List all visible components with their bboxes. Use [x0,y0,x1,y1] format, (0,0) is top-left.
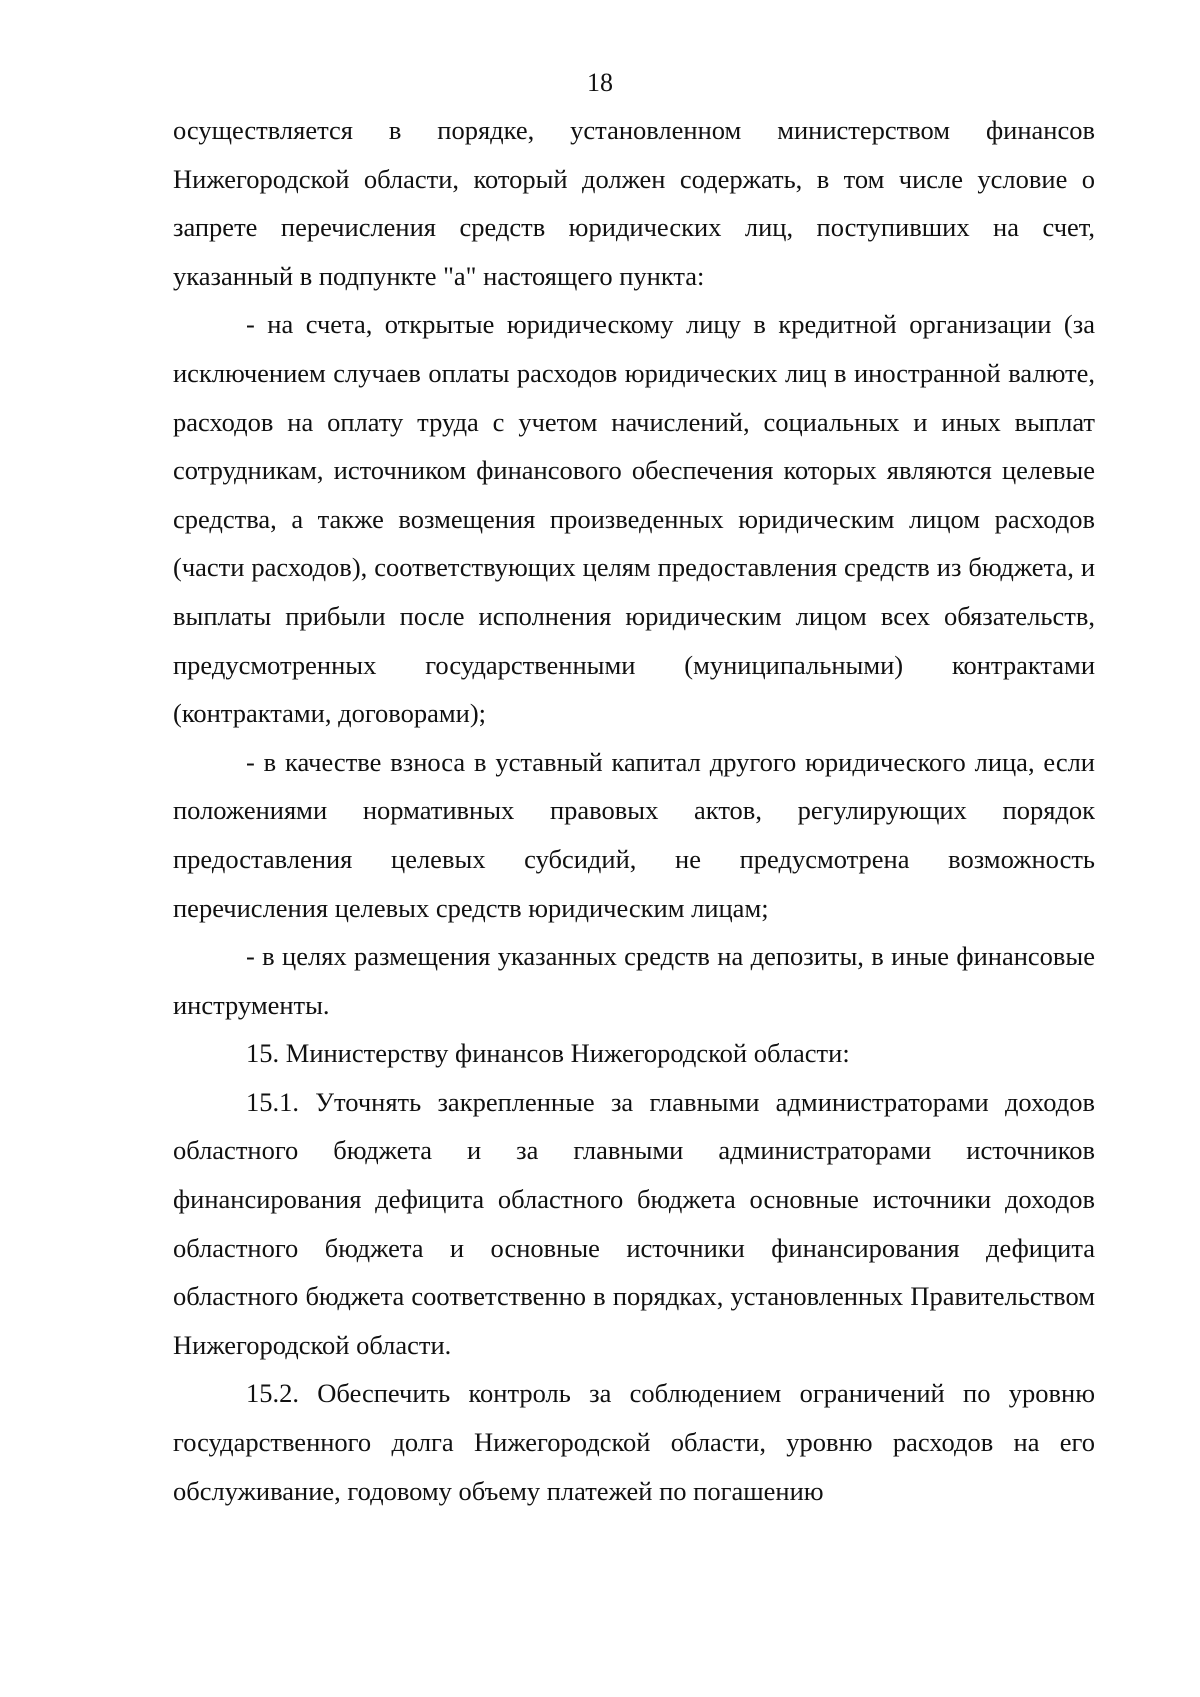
paragraph-section-15: 15. Министерству финансов Нижегородской области: [246,1038,850,1069]
paragraph-bullet-accounts: - на счета, открытые юридическому лицу в кредитной организации (за исключением случаев оплаты расходов юридических лиц в иностранной валюте, расходов на оплату труда с учетом начислений, социальных и иных выплат сотрудникам, источником финансового обеспечения которых являются целевые средства, а также возмещения произведенных юридическим лицом расходов (части расходов), соответствующих целям предоставления средств из бюджета, и выплаты прибыли после исполнения юридическим лицом всех обязательств, предусмотренных государственными (муниципальными) контрактами (контрактами, договорами); [173,309,1095,729]
page-number: 18 [587,68,613,97]
document-body [173,106,1095,1515]
paragraph-bullet-deposits: - в целях размещения указанных средств на депозиты, в иные финансовые инструменты. [173,941,1095,1020]
paragraph-bullet-capital: - в качестве взноса в уставный капитал другого юридического лица, если положениями нормативных правовых актов, регулирующих порядок предоставления целевых субсидий, не предусмотрена возможность перечисления целевых средств юридическим лицам; [173,746,1095,923]
paragraph-section-15-1: 15.1. Уточнять закрепленные за главными администраторами доходов областного бюджета и за главными администраторами источников финансирования дефицита областного бюджета основные источники доходов областного бюджета и основные источники финансирования дефицита областного бюджета соответственно в порядках, установленных Правительством Нижегородской области. [173,1086,1095,1360]
paragraph-continuation: осуществляется в порядке, установленном министерством финансов Нижегородской области, который должен содержать, в том числе условие о запрете перечисления средств юридических лиц, поступивших на счет, указанный в подпункте "а" настоящего пункта: [173,115,1095,291]
paragraph-section-15-2: 15.2. Обеспечить контроль за соблюдением ограничений по уровню государственного долга Нижегородской области, уровню расходов на его обслуживание, годовому объему платежей по погашению [173,1378,1095,1506]
